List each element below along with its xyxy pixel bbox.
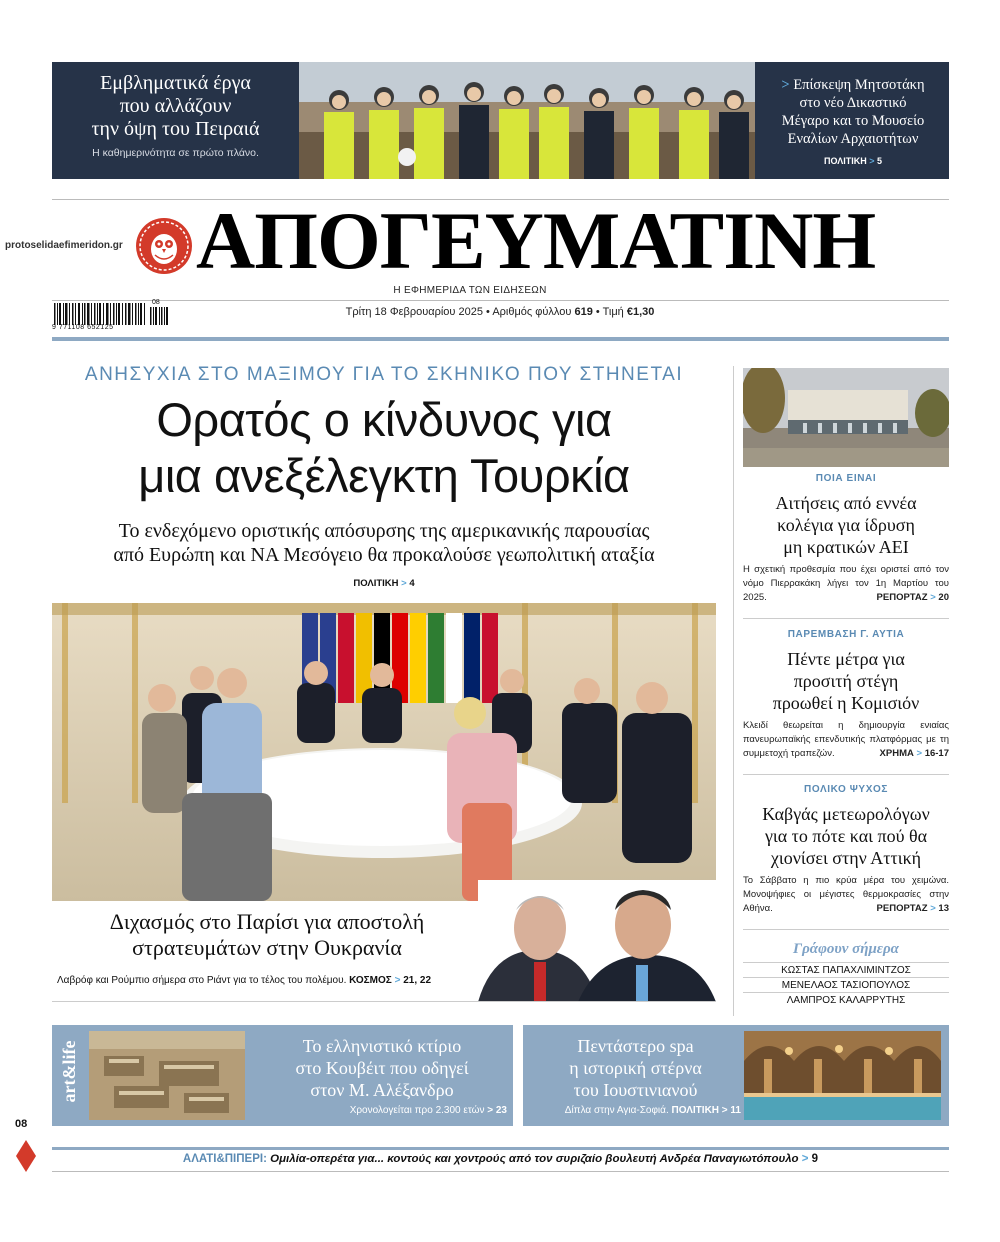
paris-summit-photo [52, 603, 716, 901]
sidebar-headline-2[interactable]: Πέντε μέτρα για προσιτή στέγη προωθεί η Κομισιόν [772, 649, 920, 713]
lead-page-ref[interactable]: ΠΟΛΙΤΙΚΗ > 4 [353, 578, 415, 589]
issue-date: Τρίτη 18 Φεβρουαρίου 2025 [345, 306, 483, 318]
top-right-headline: > Επίσκεψη Μητσοτάκη στο νέο Δικαστικό Μέγαρο και το Μουσείο Εναλίων Αρχαιοτήτων [781, 77, 925, 147]
artlife-photo [89, 1031, 245, 1120]
spa-page-ref: Δίπλα στην Αγια-Σοφιά. ΠΟΛΙΤΙΚΗ > 11 [564, 1105, 741, 1116]
sidebar-separator [743, 774, 949, 775]
arrow-icon: > [916, 748, 923, 759]
sidebar-separator [743, 618, 949, 619]
salt-pepper-teaser[interactable] [52, 1153, 949, 1165]
site-watermark: protoselidaefimeridon.gr [5, 240, 123, 251]
top-banner-photo [299, 62, 755, 179]
arrow-icon: > [930, 903, 936, 914]
arrow-icon: > [487, 1105, 494, 1116]
arrow-icon: > [781, 77, 790, 93]
spa-headline: Πεντάστερο spa η ιστορική στέρνα του Ιουστινιανού [569, 1036, 702, 1100]
sidebar-photo [743, 368, 949, 467]
sidebar-body-3: Το Σάββατο η πιο κρύα μέρα του χειμώνα. Μονοψήφιες οι μέγιστες θερμοκρασίες στην Αθήνα. ΡΕΠΟΡΤΑΖ > 13 [743, 875, 949, 914]
writers-title: Γράφουν σήμερα [793, 941, 899, 957]
summit-photo [52, 603, 716, 901]
arrow-icon: > [721, 1105, 728, 1116]
sub-headline[interactable]: Διχασμός στο Παρίσι για αποστολή στρατευμάτων στην Ουκρανία [109, 909, 425, 960]
arrow-icon: > [801, 1153, 809, 1165]
writer-name[interactable]: ΛΑΜΠΡΟΣ ΚΑΛΑΡΡΥΤΗΣ [743, 992, 949, 1006]
sidebar-headline-1[interactable]: Αιτήσεις από εννέα κολέγια για ίδρυση μη κρατικών ΑΕΙ [775, 493, 917, 557]
construction-visit-photo [299, 62, 755, 179]
spa-teaser[interactable] [523, 1025, 949, 1126]
salt-text: Ομιλία-οπερέτα για... κοντούς και χοντρούς από τον συριζαίο βουλευτή Ανδρέα Παναγιωτόπουλο [270, 1153, 799, 1165]
sidebar-body-2: Κλειδί θεωρείται η δημιουργία ενιαίας πανευρωπαϊκής επενδυτικής πλατφόρμας με τη συμμετοχή τραπεζών. ΧΡΗΜΑ > 16-17 [743, 720, 949, 759]
artlife-teaser[interactable] [52, 1025, 513, 1126]
lead-bottom-rule [52, 1001, 716, 1002]
barcode-number: 9 771108 652125 [52, 324, 114, 331]
main-rule [52, 337, 949, 341]
lead-kicker: ΑΝΗΣΥΧΙΑ ΣΤΟ ΜΑΞΙΜΟΥ ΓΙΑ ΤΟ ΣΚΗΝΙΚΟ ΠΟΥ ΣΤΗΝΕΤΑΙ [84, 364, 684, 385]
portraits-photo [478, 880, 716, 1002]
artlife-label [52, 1025, 86, 1126]
issue-label: Αριθμός φύλλου [492, 306, 572, 318]
sub-caption: Λαβρόφ και Ρούμπιο σήμερα στο Ριάντ για το τέλος του πολέμου. ΚΟΣΜΟΣ > 21, 22 [57, 975, 432, 986]
barcode-addon: 08 [152, 299, 160, 306]
sidebar-headline-3[interactable]: Καβγάς μετεωρολόγων για το πότε και πού θα χιονίσει στην Αττική [762, 804, 930, 868]
artlife-label-text: art&life [59, 1040, 79, 1103]
writer-name[interactable]: ΜΕΝΕΛΑΟΣ ΤΑΣΙΟΠΟΥΛΟΣ [743, 977, 949, 991]
arrow-icon: > [394, 975, 401, 986]
top-right-page-ref: ΠΟΛΙΤΙΚΗ > 5 [823, 156, 883, 166]
excavation-photo [89, 1031, 245, 1120]
masthead-bottom-rule [52, 300, 949, 301]
lead-standfirst: Το ενδεχόμενο οριστικής απόσυρσης της αμερικανικής παρουσίας από Ευρώπη και ΝΑ Μεσόγειο θα προκαλούσε γεωπολιτική αταξία [113, 520, 655, 566]
top-left-teaser[interactable] [52, 62, 299, 179]
writer-name[interactable]: ΚΩΣΤΑΣ ΠΑΠΑΧΛΙΜΙΝΤΖΟΣ [743, 962, 949, 976]
lavrov-rubio-portraits [478, 880, 716, 1002]
sidebar-kicker-2: ΠΑΡΕΜΒΑΣΗ Γ. ΑΥΤΙΑ [787, 629, 905, 640]
barcode [52, 299, 170, 333]
spa-photo [744, 1031, 941, 1120]
issue-info: Τρίτη 18 Φεβρουαρίου 2025 • Αριθμός φύλλου 619 • Τιμή €1,30 [345, 306, 655, 318]
lead-headline[interactable]: Ορατός ο κίνδυνος για μια ανεξέλεγκτη Τουρκία [138, 393, 630, 502]
sidebar-kicker-3: ΠΟΛΙΚΟ ΨΥΧΟΣ [804, 784, 888, 795]
page-number: 08 [15, 1118, 28, 1130]
salt-page: 9 [811, 1153, 819, 1165]
diamond-icon [16, 1140, 36, 1172]
salt-rule-top [52, 1147, 949, 1150]
arrow-icon: > [930, 592, 936, 603]
issue-number: 619 [574, 306, 593, 318]
cistern-spa-photo [744, 1031, 941, 1120]
sidebar-divider [733, 366, 734, 1016]
top-left-headline: Εμβληματικά έργα που αλλάζουν την όψη του Πειραιά [91, 72, 260, 140]
arrow-icon: > [869, 156, 875, 166]
price: €1,30 [626, 306, 655, 318]
barcode-icon [52, 303, 170, 325]
artlife-page-ref: Χρονολογείται προ 2.300 ετών > 23 [349, 1105, 507, 1116]
university-building-photo [743, 368, 949, 467]
arrow-icon: > [401, 578, 407, 589]
artlife-headline: Το ελληνιστικό κτίριο στο Κουβέιτ που οδηγεί στον Μ. Αλέξανδρο [295, 1036, 469, 1100]
salt-label: ΑΛΑΤΙ&ΠΙΠΕΡΙ: [182, 1153, 267, 1165]
price-label: Τιμή [602, 306, 624, 318]
sidebar-kicker-1: ΠΟΙΑ ΕΙΝΑΙ [815, 473, 877, 484]
top-left-subtitle: Η καθημερινότητα σε πρώτο πλάνο. [92, 147, 259, 159]
top-right-teaser[interactable] [757, 62, 949, 179]
salt-rule-bottom [52, 1171, 949, 1172]
masthead-title[interactable]: ΑΠΟΓΕΥΜΑΤΙΝΗ [196, 195, 876, 286]
masthead-tagline: Η ΕΦΗΜΕΡΙΔΑ ΤΩΝ ΕΙΔΗΣΕΩΝ [393, 285, 547, 296]
owl-logo-icon [135, 217, 193, 275]
sidebar-body-1: Η σχετική προθεσμία που έχει οριστεί από τον νόμο Πιερρακάκη λήγει τον 1η Μαρτίου του 2025. ΡΕΠΟΡΤΑΖ > 20 [743, 564, 949, 603]
sidebar-separator [743, 929, 949, 930]
top-banner[interactable] [52, 62, 949, 179]
